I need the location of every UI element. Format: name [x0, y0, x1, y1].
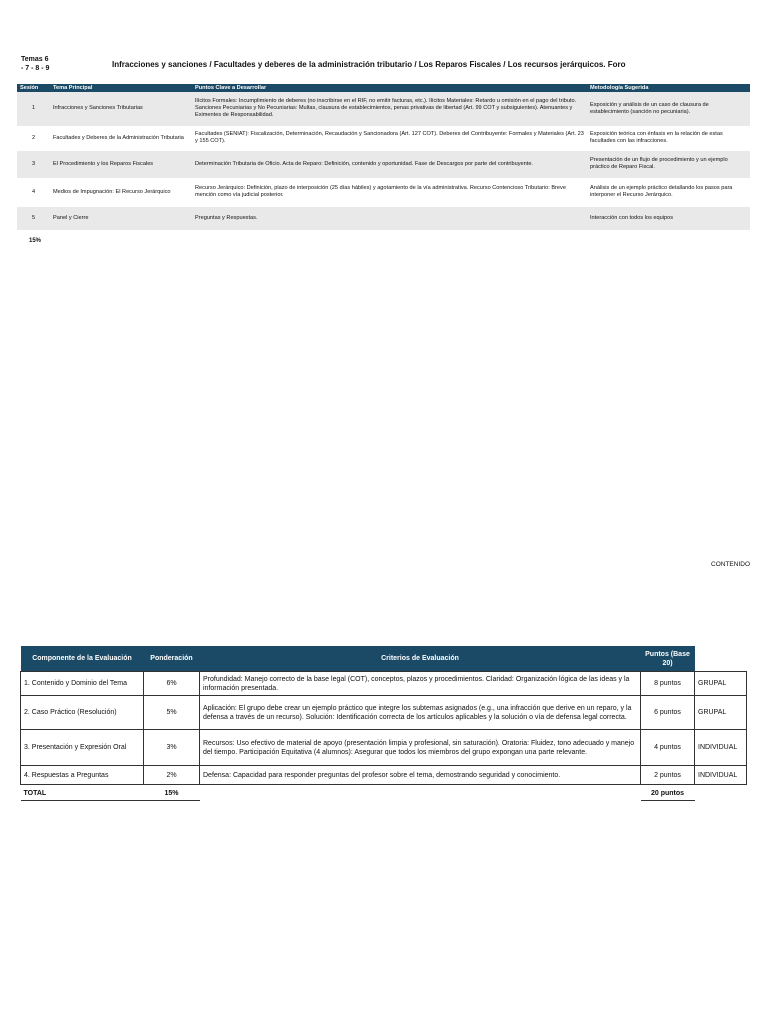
rubric-criteria: Recursos: Uso efectivo de material de apoyo (presentación limpia y profesional, sin saturación). Oratoria: Fluidez, tono adecuado y manejo del tiempo. Participación Equitativa (4 alumnos): Asegurar que todos los miembros del grupo expongan una parte relevante. [200, 730, 641, 766]
table-row [17, 92, 750, 126]
rubric-header-blank [695, 646, 747, 672]
table-row [21, 730, 747, 766]
rubric-component: 3. Presentación y Expresión Oral [21, 730, 144, 766]
session-points: Recurso Jerárquico: Definición, plazo de interposición (25 días hábiles) y agotamiento de la vía administrativa. Recurso Contencioso Tributario: Breve mención como vía judicial posterior. [192, 178, 587, 206]
rubric-mode: GRUPAL [695, 672, 747, 696]
session-number: 2 [17, 126, 50, 150]
rubric-points: 8 puntos [641, 672, 695, 696]
rubric-table [20, 646, 747, 801]
session-number: 5 [17, 206, 50, 230]
percent-note: 15% [29, 238, 42, 244]
rubric-weight: 5% [144, 696, 200, 730]
session-topic: El Procedimiento y los Reparos Fiscales [50, 150, 192, 178]
table-row [17, 150, 750, 178]
col-header-points: Puntos Clave a Desarrollar [192, 84, 587, 92]
total-weight: 15% [144, 785, 200, 801]
page-title: Infracciones y sanciones / Facultades y deberes de la administración tributario / Los Reparos Fiscales / Los recursos jerárquicos. Foro [112, 60, 626, 69]
temas-title: Temas 6 [21, 56, 49, 63]
session-method: Exposición y análisis de un caso de clausura de establecimiento (sanción no pecuniaria). [587, 92, 750, 126]
rubric-header-component: Componente de la Evaluación [21, 646, 144, 672]
total-spacer-end [695, 785, 747, 801]
session-topic: Facultades y Deberes de la Administración Tributaria [50, 126, 192, 150]
rubric-mode: INDIVIDUAL [695, 730, 747, 766]
table-row [17, 178, 750, 206]
rubric-points: 4 puntos [641, 730, 695, 766]
rubric-points: 6 puntos [641, 696, 695, 730]
session-number: 3 [17, 150, 50, 178]
rubric-mode: INDIVIDUAL [695, 766, 747, 785]
rubric-component: 2. Caso Práctico (Resolución) [21, 696, 144, 730]
col-header-session: Sesión [17, 84, 50, 92]
col-header-method: Metodología Sugerida [587, 84, 750, 92]
session-points: Preguntas y Respuestas. [192, 206, 587, 230]
session-method: Análisis de un ejemplo práctico detallando los pasos para interponer el Recurso Jerárquico. [587, 178, 750, 206]
rubric-weight: 6% [144, 672, 200, 696]
session-method: Presentación de un flujo de procedimiento y un ejemplo práctico de Reparo Fiscal. [587, 150, 750, 178]
rubric-criteria: Profundidad: Manejo correcto de la base legal (COT), conceptos, plazos y procedimientos. Claridad: Organización lógica de las ideas y la información presentada. [200, 672, 641, 696]
rubric-header-points: Puntos (Base 20) [641, 646, 695, 672]
session-points: Determinación Tributaria de Oficio. Acta de Reparo: Definición, contenido y oportunidad. Fase de Descargos por parte del contribuyente. [192, 150, 587, 178]
rubric-header-row [21, 646, 747, 672]
session-topic: Medios de Impugnación: El Recurso Jerárquico [50, 178, 192, 206]
rubric-total-row [21, 785, 747, 801]
session-method: Exposición teórica con énfasis en la relación de estas facultades con las infracciones. [587, 126, 750, 150]
session-number: 4 [17, 178, 50, 206]
session-topic: Infracciones y Sanciones Tributarias [50, 92, 192, 126]
rubric-header-criteria: Criterios de Evaluación [200, 646, 641, 672]
total-spacer [200, 785, 641, 801]
sessions-header-row [17, 84, 750, 92]
table-row [17, 206, 750, 230]
contenido-label: CONTENIDO [711, 561, 750, 568]
session-method: Interacción con todos los equipos [587, 206, 750, 230]
rubric-mode: GRUPAL [695, 696, 747, 730]
rubric-criteria: Aplicación: El grupo debe crear un ejemplo práctico que integre los subtemas asignados (e.g., una infracción que derive en un reparo, y la defensa a través de un recurso). Solución: Identificación correcta de los artículos aplicables y la solución o vía de defensa legal correcta. [200, 696, 641, 730]
session-number: 1 [17, 92, 50, 126]
session-points: Ilícitos Formales: Incumplimiento de deberes (no inscribirse en el RIF, no emitir facturas, etc.). Ilícitos Materiales: Retardo u omisión en el pago del tributo. Sanciones Pecuniarias y No Pecuniarias: Multas, clausura de establecimientos, penas privativas de libertad (Art. 99 COT y subsiguientes). Atenuantes y Eximentes de Responsabilidad. [192, 92, 587, 126]
col-header-topic: Tema Principal [50, 84, 192, 92]
rubric-component: 1. Contenido y Dominio del Tema [21, 672, 144, 696]
total-label: TOTAL [21, 785, 144, 801]
table-row [21, 766, 747, 785]
sessions-table [17, 84, 750, 231]
rubric-header-weight: Ponderación [144, 646, 200, 672]
table-row [21, 696, 747, 730]
session-topic: Panel y Cierre [50, 206, 192, 230]
rubric-criteria: Defensa: Capacidad para responder preguntas del profesor sobre el tema, demostrando seguridad y conocimiento. [200, 766, 641, 785]
table-row [21, 672, 747, 696]
temas-numbers: - 7 - 8 - 9 [21, 65, 50, 72]
session-points: Facultades (SENIAT): Fiscalización, Determinación, Recaudación y Sancionadora (Art. 127 COT). Deberes del Contribuyente: Formales y Materiales (Art. 23 y 155 COT). [192, 126, 587, 150]
table-row [17, 126, 750, 150]
rubric-weight: 3% [144, 730, 200, 766]
rubric-points: 2 puntos [641, 766, 695, 785]
total-points: 20 puntos [641, 785, 695, 801]
rubric-weight: 2% [144, 766, 200, 785]
temas-label [21, 55, 81, 73]
rubric-component: 4. Respuestas a Preguntas [21, 766, 144, 785]
